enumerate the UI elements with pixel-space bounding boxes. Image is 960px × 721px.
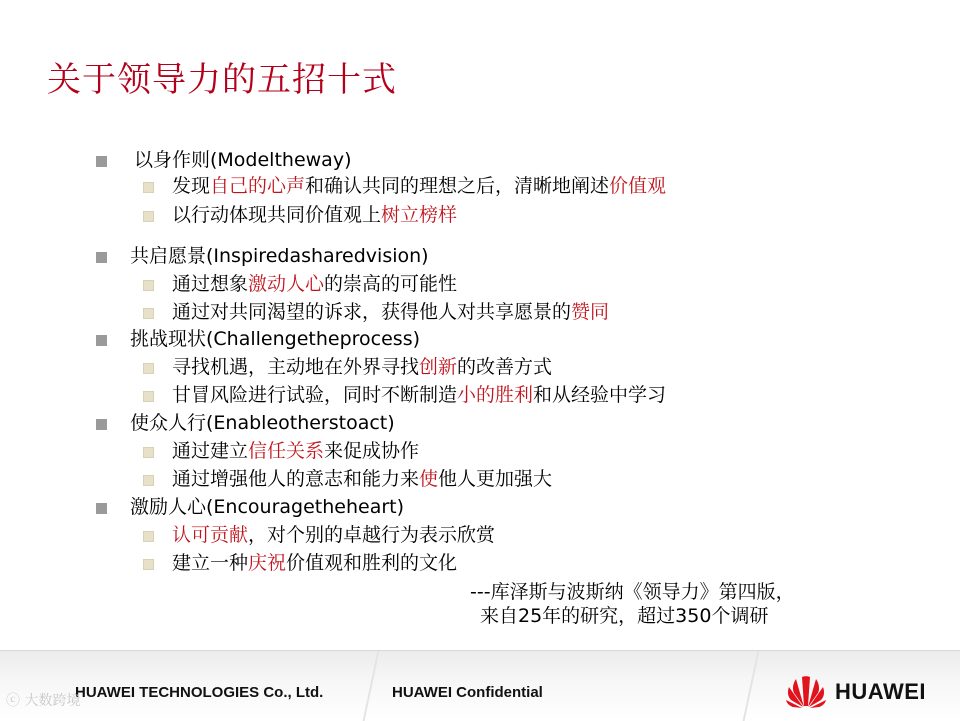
- detail-text: 甘冒风险进行试验，同时不断制造: [172, 384, 458, 406]
- detail-text: 以行动体现共同价值观上: [172, 204, 382, 226]
- principle-detail: [172, 354, 552, 380]
- highlight-text: 使: [419, 468, 439, 490]
- sub-bullet-square-icon: [143, 182, 154, 193]
- principle-heading: 激励人心(Encouragetheheart): [130, 496, 405, 518]
- bullet-square-icon: [96, 156, 107, 167]
- detail-text: 价值观和胜利的文化: [286, 552, 458, 574]
- principle-detail: [172, 299, 609, 325]
- detail-text: 来促成协作: [324, 440, 420, 462]
- detail-text: 通过对共同渴望的诉求，获得他人对共享愿景的: [172, 301, 572, 323]
- detail-text: 通过增强他人的意志和能力来: [172, 468, 420, 490]
- watermark-text: 大数跨境: [24, 693, 81, 709]
- principle-detail: [172, 202, 457, 228]
- detail-text: 和确认共同的理想之后，清晰地阐述: [305, 175, 610, 197]
- slide-title: 关于领导力的五招十式: [47, 60, 397, 100]
- highlight-text: 庆祝: [248, 552, 287, 574]
- highlight-text: 激动人心: [248, 273, 325, 295]
- bullet-square-icon: [96, 335, 107, 346]
- principle-detail: [172, 382, 666, 408]
- bullet-square-icon: [96, 252, 107, 263]
- sub-bullet-square-icon: [143, 280, 154, 291]
- bullet-square-icon: [96, 503, 107, 514]
- highlight-text: 赞同: [571, 301, 610, 323]
- detail-text: 通过建立: [172, 440, 249, 462]
- bullet-square-icon: [96, 419, 107, 430]
- principle-detail: [172, 550, 457, 576]
- quote-line-1: ---库泽斯与波斯纳《领导力》第四版，: [470, 581, 795, 603]
- sub-bullet-square-icon: [143, 308, 154, 319]
- detail-text: 通过想象: [172, 273, 249, 295]
- huawei-flower-icon: [785, 675, 827, 709]
- detail-text: 他人更加强大: [438, 468, 553, 490]
- watermark: [6, 690, 80, 710]
- sub-bullet-square-icon: [143, 559, 154, 570]
- principle-heading: 使众人行(Enableotherstoact): [130, 412, 395, 434]
- sub-bullet-square-icon: [143, 211, 154, 222]
- highlight-text: 自己的心声: [210, 175, 306, 197]
- principle-heading: 共启愿景(Inspiredasharedvision): [130, 245, 429, 267]
- sub-bullet-square-icon: [143, 531, 154, 542]
- footer-confidential: HUAWEI Confidential: [392, 684, 543, 701]
- footer-divider: [743, 651, 760, 721]
- detail-text: 发现: [172, 175, 211, 197]
- footer-divider: [363, 651, 380, 721]
- sub-bullet-square-icon: [143, 391, 154, 402]
- footer: [0, 650, 960, 721]
- huawei-logo: [785, 675, 926, 709]
- highlight-text: 创新: [419, 356, 458, 378]
- principle-detail: [172, 438, 419, 464]
- highlight-text: 认可贡献: [172, 524, 249, 546]
- watermark-logo-icon: ⓒ: [6, 693, 20, 709]
- highlight-text: 信任关系: [248, 440, 325, 462]
- detail-text: 和从经验中学习: [533, 384, 667, 406]
- principle-detail: [172, 271, 457, 297]
- highlight-text: 小的胜利: [457, 384, 534, 406]
- sub-bullet-square-icon: [143, 475, 154, 486]
- detail-text: 的崇高的可能性: [324, 273, 458, 295]
- principle-detail: [172, 173, 666, 199]
- sub-bullet-square-icon: [143, 447, 154, 458]
- principle-heading: 挑战现状(Challengetheprocess): [130, 328, 421, 350]
- detail-text: 寻找机遇，主动地在外界寻找: [172, 356, 420, 378]
- detail-text: ，对个别的卓越行为表示欣赏: [248, 524, 496, 546]
- quote-line-2: 来自25年的研究，超过350个调研: [480, 605, 769, 627]
- detail-text: 建立一种: [172, 552, 249, 574]
- sub-bullet-square-icon: [143, 363, 154, 374]
- principle-detail: [172, 466, 552, 492]
- highlight-text: 价值观: [609, 175, 667, 197]
- principle-detail: [172, 522, 495, 548]
- principle-heading: 以身作则(Modeltheway): [134, 149, 352, 171]
- footer-company: HUAWEI TECHNOLOGIES Co., Ltd.: [75, 684, 324, 701]
- brand-name: HUAWEI: [835, 679, 926, 704]
- highlight-text: 树立榜样: [381, 204, 458, 226]
- detail-text: 的改善方式: [457, 356, 553, 378]
